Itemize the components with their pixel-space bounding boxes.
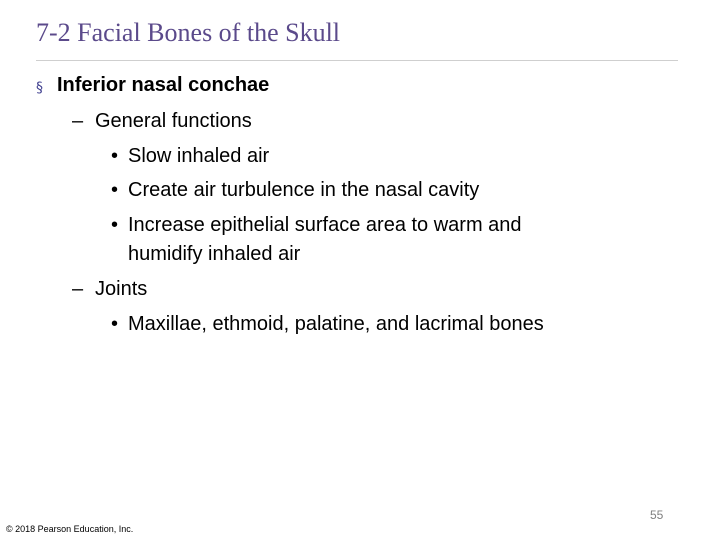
bullet-text: Slow inhaled air <box>128 145 270 167</box>
bullet-text: Increase epithelial surface area to warm and <box>128 214 522 236</box>
slide-title: 7-2 Facial Bones of the Skull <box>36 18 341 47</box>
page-number: 55 <box>650 508 664 522</box>
bullet-icon: • <box>111 214 119 236</box>
dash-marker: – <box>72 278 84 300</box>
title-divider <box>36 60 678 61</box>
bullet-icon: • <box>111 313 119 335</box>
subtopic-heading: General functions <box>95 110 252 132</box>
dash-marker: – <box>72 110 84 132</box>
bullet-icon: • <box>111 179 119 201</box>
bullet-text: Create air turbulence in the nasal cavity <box>128 179 480 201</box>
bullet-text-continuation: humidify inhaled air <box>128 243 301 265</box>
bullet-text: Maxillae, ethmoid, palatine, and lacrimal bones <box>128 313 544 335</box>
main-topic: Inferior nasal conchae <box>57 74 270 96</box>
subtopic-heading: Joints <box>95 278 148 300</box>
section-marker-icon: § <box>36 80 43 96</box>
copyright-footer: © 2018 Pearson Education, Inc. <box>6 524 134 534</box>
bullet-icon: • <box>111 145 119 167</box>
